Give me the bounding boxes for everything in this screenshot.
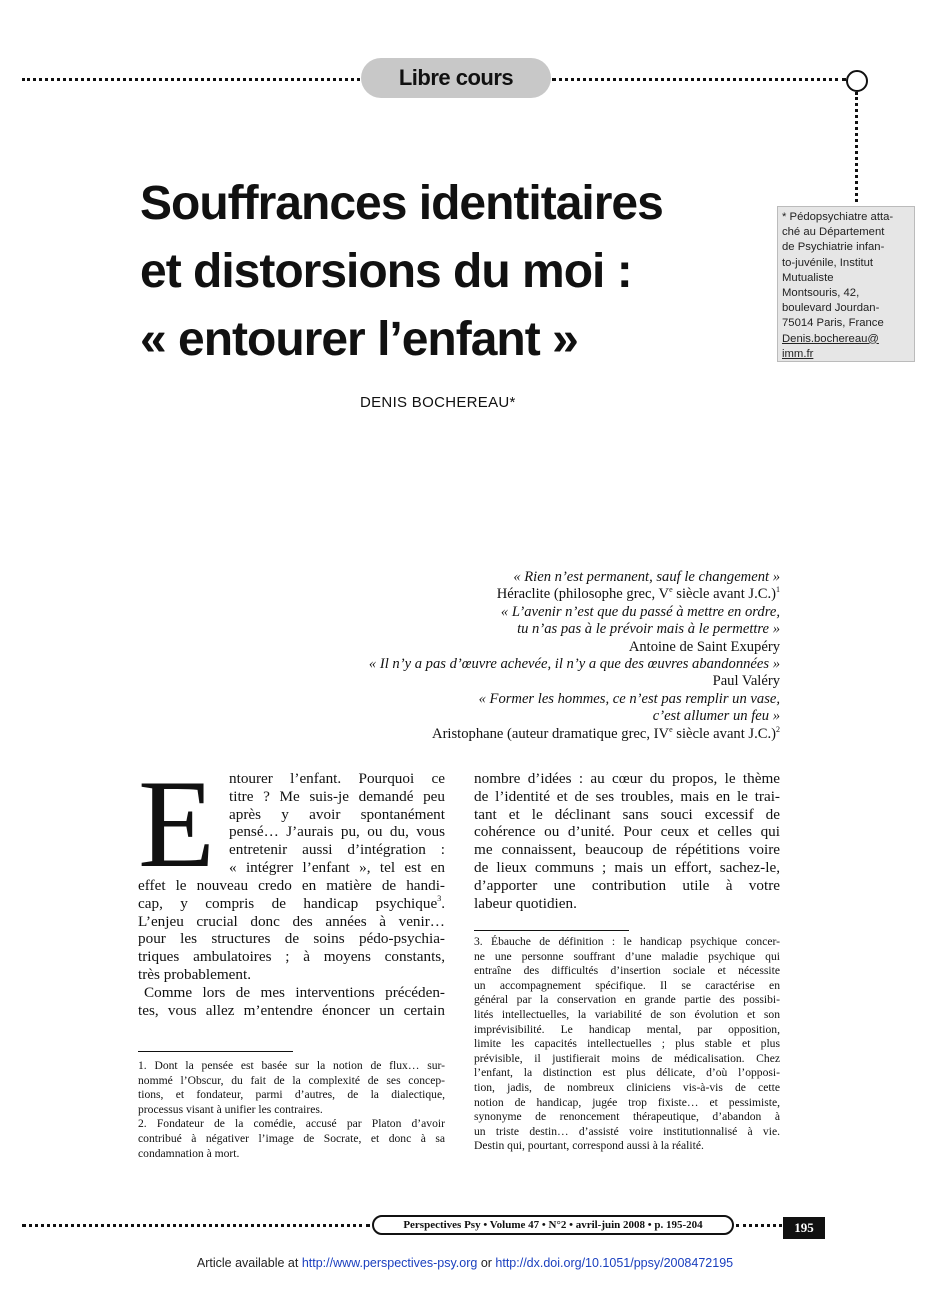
epigraph-quote: « L’avenir n’est que du passé à mettre en ordre, [500,603,780,620]
author-affiliation [777,206,915,362]
title-line: et distorsions du moi : [140,245,632,298]
footnote-line: imprévisibilité. Le handicap mental, par opposition, [474,1022,780,1036]
body-line: tes, vous allez m’entendre énoncer un certain [138,1001,445,1019]
body-line: me connaissent, beaucoup de répétitions voire [474,841,780,859]
rule-end-circle-icon [846,70,868,92]
body-line: ntourer l’enfant. Pourquoi ce [229,770,445,787]
title-line: Souffrances identitaires [140,177,663,230]
footnote-line: limite les capacités intellectuelles ; plus stable et plus [474,1037,780,1051]
footnote-line: notion de handicap, jugée trop fixiste… et pessimiste, [474,1095,780,1109]
body-line: effet le nouveau credo en matière de handi- [138,877,445,894]
footnote-line: entraîne des difficultés d’insertion sociale et nécessite [474,964,780,978]
affiliation-line: to-juvénile, Institut [782,256,874,269]
epigraph-attribution: Antoine de Saint Exupéry [628,638,780,655]
journal-website-link[interactable]: http://www.perspectives-psy.org [301,1256,478,1270]
epigraph-attribution: Héraclite (philosophe grec, Ve siècle avant J.C.)$^1$ [496,585,780,603]
footnote-ref[interactable]: 3 [437,893,442,903]
body-line: cap, y compris de handicap psychique$^3$. [138,893,445,912]
footnote-line: nommé l’Obscur, du fait de la complexité de ses concep- [138,1073,445,1087]
footnote-line: prévisible, il justifierait moins de médicalisation. Chez [474,1051,780,1065]
epigraph-quote: c’est allumer un feu » [652,708,780,725]
footnotes-left [138,1059,445,1161]
epigraph-attribution: Paul Valéry [712,673,780,690]
body-line: labeur quotidien. [474,894,577,912]
body-line: tant et le déclinant sans souci excessif de [474,805,780,823]
footer-rule-left [22,1224,370,1227]
body-line: triques ambulatoires ; à moyens constants, [138,948,445,966]
body-left-column [138,877,445,1019]
affiliation-line: 75014 Paris, France [782,317,884,330]
affiliation-line: Mutualiste [782,271,834,284]
footnote-line: un accompagnement spécifique. Il se caractérise en [474,978,780,992]
footnote-line: lités intellectuelles, la variabilité de son évolution et son [474,1007,780,1021]
footnote-line: 3. Ébauche de définition : le handicap psychique concer- [474,935,780,948]
body-line: après y avoir spontanément [229,805,445,823]
title-line: « entourer l’enfant » [140,313,578,366]
footnote-line: 2. Fondateur de la comédie, accusé par Platon d’avoir [138,1117,445,1131]
footnote-line: un triste destin… d’assisté voire institutionnalisé à vie. [474,1124,780,1138]
author-email-link[interactable]: imm.fr [782,347,814,360]
body-line: d’apporter une contribution utile à votre [474,876,780,894]
footnote-line: l’enfant, la distinction est plus délicate, d’où l’opposi- [474,1066,780,1080]
footnote-line: synonyme de renoncement thérapeutique, d’abandon à [474,1110,780,1124]
epigraph-quote: tu n’as pas à le prévoir mais à le permettre » [517,621,780,638]
article-title [140,170,700,374]
footnotes-right [474,935,780,1154]
footnote-line: tion, jadis, de nombreux cliniciens vis-à-vis de cette [474,1080,780,1094]
body-line: de lieux communs ; mais un effort, sachez-le, [474,858,780,876]
affiliation-line: * Pédopsychiatre atta- [782,211,894,223]
affiliation-line: de Psychiatrie infan- [782,241,885,254]
body-line: « intégrer l’enfant », tel est en [229,858,445,876]
epigraphs [260,569,780,743]
epigraph-attribution: Aristophane (auteur dramatique grec, IVe siècle avant J.C.)$^2$ [432,724,780,742]
body-line: nombre d’idées : au cœur du propos, le thème [474,770,780,787]
epigraph-quote: « Former les hommes, ce n’est pas remplir un vase, [478,690,780,707]
author-email-link[interactable]: Denis.bochereau@ [782,332,879,345]
vertical-rule [855,92,858,202]
body-line: pensé… J’aurais pu, ou du, vous [229,823,445,841]
footnote-line: ne une personne souffrant d’une maladie psychique qui [474,949,780,963]
epigraph-quote: « Rien n’est permanent, sauf le changement » [513,569,780,585]
body-line: L’enjeu crucial donc des années à venir… [138,912,445,930]
footnote-line: processus visant à unifier les contraires. [138,1102,323,1116]
author-name: DENIS BOCHEREAU* [360,394,516,411]
body-line: entretenir aussi d’intégration : [229,841,445,859]
drop-cap: E [138,755,215,894]
footnote-line: 1. Dont la pensée est basée sur la notion de flux… sur- [138,1059,445,1072]
footnote-line: Destin qui, pourtant, correspond aussi à la réalité. [474,1139,704,1153]
footnote-line: contribué à négativer l’image de Socrate, et donc à sa [138,1131,445,1145]
affiliation-line: boulevard Jourdan- [782,302,880,315]
doi-link[interactable]: http://dx.doi.org/10.1051/ppsy/2008472195 [495,1256,734,1270]
affiliation-line: Montsouris, 42, [782,287,860,300]
footnote-rule [138,1051,293,1052]
section-tab: Libre cours [361,58,551,98]
body-line: de l’identité et de ses troubles, mais en le trai- [474,787,780,805]
footer-rule-right [736,1224,782,1227]
footnote-rule [474,930,629,931]
body-line: très probablement. [138,965,252,983]
epigraph-quote: « Il n’y a pas d’œuvre achevée, il n’y a que des œuvres abandonnées » [368,656,780,673]
footnote-line: condamnation à mort. [138,1146,240,1160]
body-line: cohérence ou d’unité. Pour ceux et celles qui [474,823,780,841]
footnote-ref[interactable]: 1 [776,585,780,595]
footnote-ref[interactable]: 2 [776,724,780,734]
footnote-line: général par la conservation en grande partie des possibi- [474,993,780,1007]
footnote-line: tions, et fondateur, parmi d’autres, de la dialectique, [138,1088,445,1102]
body-line: titre ? Me suis-je demandé peu [229,787,445,805]
body-left-indented [229,770,445,877]
journal-citation: Perspectives Psy • Volume 47 • N°2 • avril-juin 2008 • p. 195-204 [372,1215,734,1235]
body-right-column [474,770,780,912]
affiliation-line: ché au Département [782,226,885,239]
page-number: 195 [783,1217,825,1239]
top-rule-left [22,78,360,81]
body-line: Comme lors de mes interventions précéden- [144,983,445,1001]
availability-note: Article available at http://www.perspectives-psy.org or http://dx.doi.org/10.1051/ppsy/2008472195 [196,1256,734,1270]
body-line: pour les structures de soins pédo-psychia- [138,930,445,948]
top-rule-right [552,78,846,81]
